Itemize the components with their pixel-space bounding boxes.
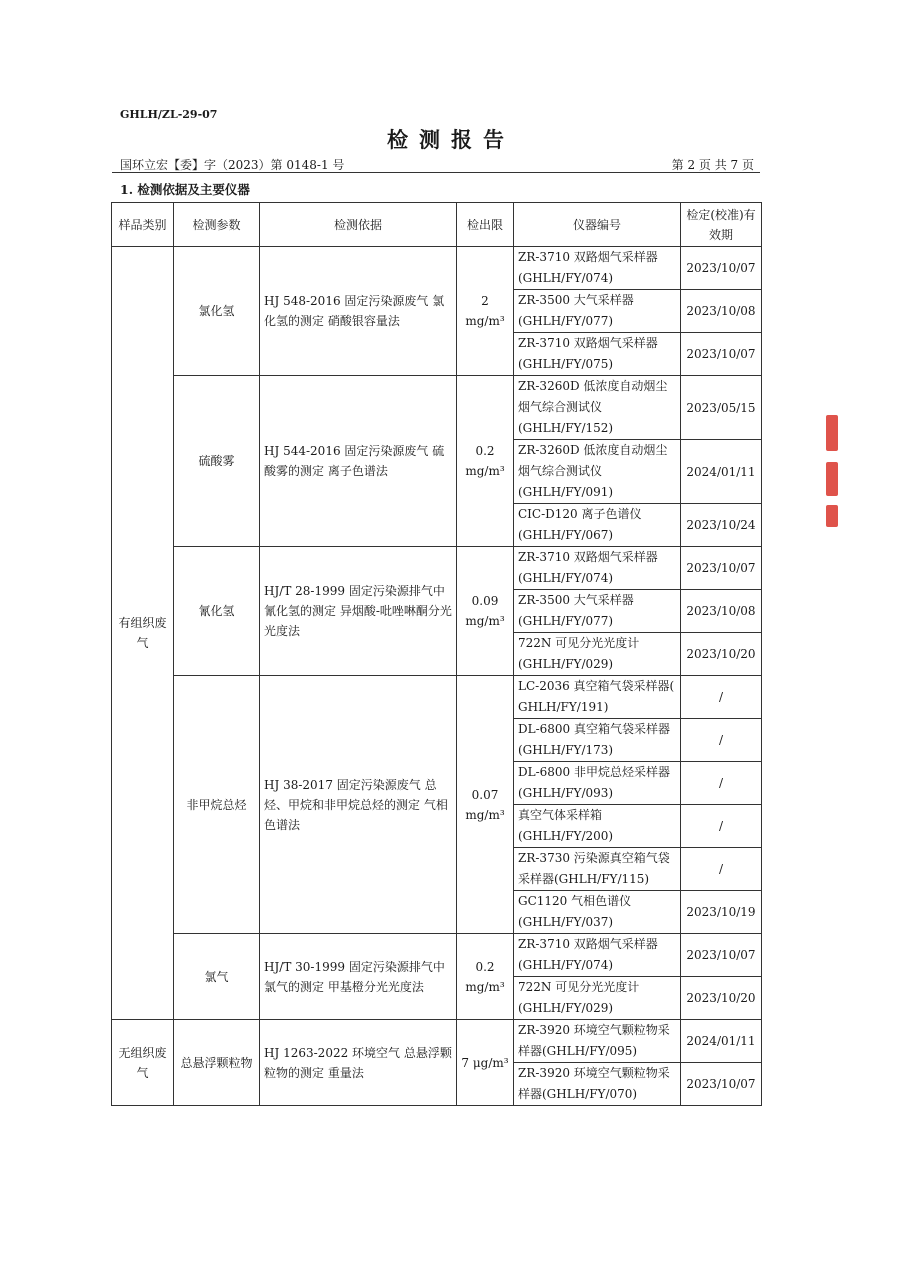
validity-date-cell: 2023/10/07 <box>681 333 762 376</box>
validity-date-cell: 2024/01/11 <box>681 1020 762 1063</box>
instrument-cell: ZR-3500 大气采样器 (GHLH/FY/077) <box>514 290 681 333</box>
instrument-cell: GC1120 气相色谱仪 (GHLH/FY/037) <box>514 891 681 934</box>
instrument-cell: ZR-3920 环境空气颗粒物采样器(GHLH/FY/095) <box>514 1020 681 1063</box>
param-cell: 总悬浮颗粒物 <box>174 1020 260 1106</box>
basis-cell: HJ 38-2017 固定污染源废气 总烃、甲烷和非甲烷总烃的测定 气相色谱法 <box>260 676 457 934</box>
validity-date-cell: 2023/10/24 <box>681 504 762 547</box>
validity-date-cell: 2024/01/11 <box>681 440 762 504</box>
validity-date-cell: 2023/10/07 <box>681 247 762 290</box>
basis-cell: HJ/T 28-1999 固定污染源排气中氰化氢的测定 异烟酸-吡唑啉酮分光光度法 <box>260 547 457 676</box>
validity-date-cell: / <box>681 848 762 891</box>
basis-cell: HJ 1263-2022 环境空气 总悬浮颗粒物的测定 重量法 <box>260 1020 457 1106</box>
instrument-cell: 722N 可见分光光度计 (GHLH/FY/029) <box>514 977 681 1020</box>
instrument-cell: CIC-D120 离子色谱仪 (GHLH/FY/067) <box>514 504 681 547</box>
validity-date-cell: 2023/10/20 <box>681 633 762 676</box>
stamp-fragment <box>826 505 838 527</box>
instrument-cell: ZR-3260D 低浓度自动烟尘烟气综合测试仪 (GHLH/FY/091) <box>514 440 681 504</box>
document-code: GHLH/ZL-29-07 <box>120 108 218 121</box>
basis-cell: HJ 544-2016 固定污染源废气 硫酸雾的测定 离子色谱法 <box>260 376 457 547</box>
validity-date-cell: 2023/10/07 <box>681 547 762 590</box>
limit-cell: 0.2 mg/m³ <box>457 376 514 547</box>
instrument-cell: DL-6800 非甲烷总烃采样器(GHLH/FY/093) <box>514 762 681 805</box>
sample-category-cell: 有组织废气 <box>112 247 174 1020</box>
table-row <box>112 1020 762 1063</box>
limit-cell: 0.07 mg/m³ <box>457 676 514 934</box>
stamp-fragment <box>826 415 838 451</box>
instrument-cell: 真空气体采样箱 (GHLH/FY/200) <box>514 805 681 848</box>
param-cell: 氯化氢 <box>174 247 260 376</box>
instrument-cell: ZR-3730 污染源真空箱气袋采样器(GHLH/FY/115) <box>514 848 681 891</box>
page-indicator: 第 2 页 共 7 页 <box>671 158 754 172</box>
instrument-cell: ZR-3710 双路烟气采样器 (GHLH/FY/074) <box>514 547 681 590</box>
instrument-cell: ZR-3260D 低浓度自动烟尘烟气综合测试仪 (GHLH/FY/152) <box>514 376 681 440</box>
instrument-cell: ZR-3920 环境空气颗粒物采样器(GHLH/FY/070) <box>514 1063 681 1106</box>
section-heading: 1. 检测依据及主要仪器 <box>120 182 250 197</box>
instrument-cell: 722N 可见分光光度计 (GHLH/FY/029) <box>514 633 681 676</box>
param-cell: 氯气 <box>174 934 260 1020</box>
table-row <box>112 547 762 590</box>
header-instrument: 仪器编号 <box>514 203 681 247</box>
validity-date-cell: 2023/10/07 <box>681 1063 762 1106</box>
validity-date-cell: 2023/10/08 <box>681 290 762 333</box>
validity-date-cell: / <box>681 676 762 719</box>
limit-cell: 0.2 mg/m³ <box>457 934 514 1020</box>
instrument-cell: ZR-3710 双路烟气采样器 (GHLH/FY/075) <box>514 333 681 376</box>
param-cell: 氰化氢 <box>174 547 260 676</box>
basis-cell: HJ/T 30-1999 固定污染源排气中氯气的测定 甲基橙分光光度法 <box>260 934 457 1020</box>
table-row <box>112 934 762 977</box>
instrument-cell: DL-6800 真空箱气袋采样器(GHLH/FY/173) <box>514 719 681 762</box>
param-cell: 硫酸雾 <box>174 376 260 547</box>
basis-cell: HJ 548-2016 固定污染源废气 氯化氢的测定 硝酸银容量法 <box>260 247 457 376</box>
instrument-cell: ZR-3710 双路烟气采样器 (GHLH/FY/074) <box>514 247 681 290</box>
table-row <box>112 247 762 290</box>
limit-cell: 0.09 mg/m³ <box>457 547 514 676</box>
validity-date-cell: 2023/05/15 <box>681 376 762 440</box>
report-title: 检测报告 <box>387 127 515 152</box>
header-limit: 检出限 <box>457 203 514 247</box>
table-header-row <box>112 203 762 247</box>
instrument-cell: ZR-3500 大气采样器 (GHLH/FY/077) <box>514 590 681 633</box>
validity-date-cell: 2023/10/19 <box>681 891 762 934</box>
header-basis: 检测依据 <box>260 203 457 247</box>
validity-date-cell: / <box>681 805 762 848</box>
limit-cell: 2 mg/m³ <box>457 247 514 376</box>
table-body <box>112 247 762 1106</box>
validity-date-cell: / <box>681 719 762 762</box>
stamp-fragment <box>826 462 838 496</box>
validity-date-cell: / <box>681 762 762 805</box>
table-row <box>112 676 762 719</box>
validity-date-cell: 2023/10/07 <box>681 934 762 977</box>
instrument-cell: ZR-3710 双路烟气采样器 (GHLH/FY/074) <box>514 934 681 977</box>
validity-date-cell: 2023/10/08 <box>681 590 762 633</box>
sample-category-cell: 无组织废气 <box>112 1020 174 1106</box>
header-category: 样品类别 <box>112 203 174 247</box>
instrument-cell: LC-2036 真空箱气袋采样器( GHLH/FY/191) <box>514 676 681 719</box>
limit-cell: 7 μg/m³ <box>457 1020 514 1106</box>
table-row <box>112 376 762 440</box>
header-validity: 检定(校准)有效期 <box>681 203 762 247</box>
report-number: 国环立宏【委】字（2023）第 0148-1 号 <box>120 158 345 172</box>
header-divider <box>112 172 760 173</box>
param-cell: 非甲烷总烃 <box>174 676 260 934</box>
validity-date-cell: 2023/10/20 <box>681 977 762 1020</box>
header-param: 检测参数 <box>174 203 260 247</box>
instrument-table <box>111 202 762 1106</box>
